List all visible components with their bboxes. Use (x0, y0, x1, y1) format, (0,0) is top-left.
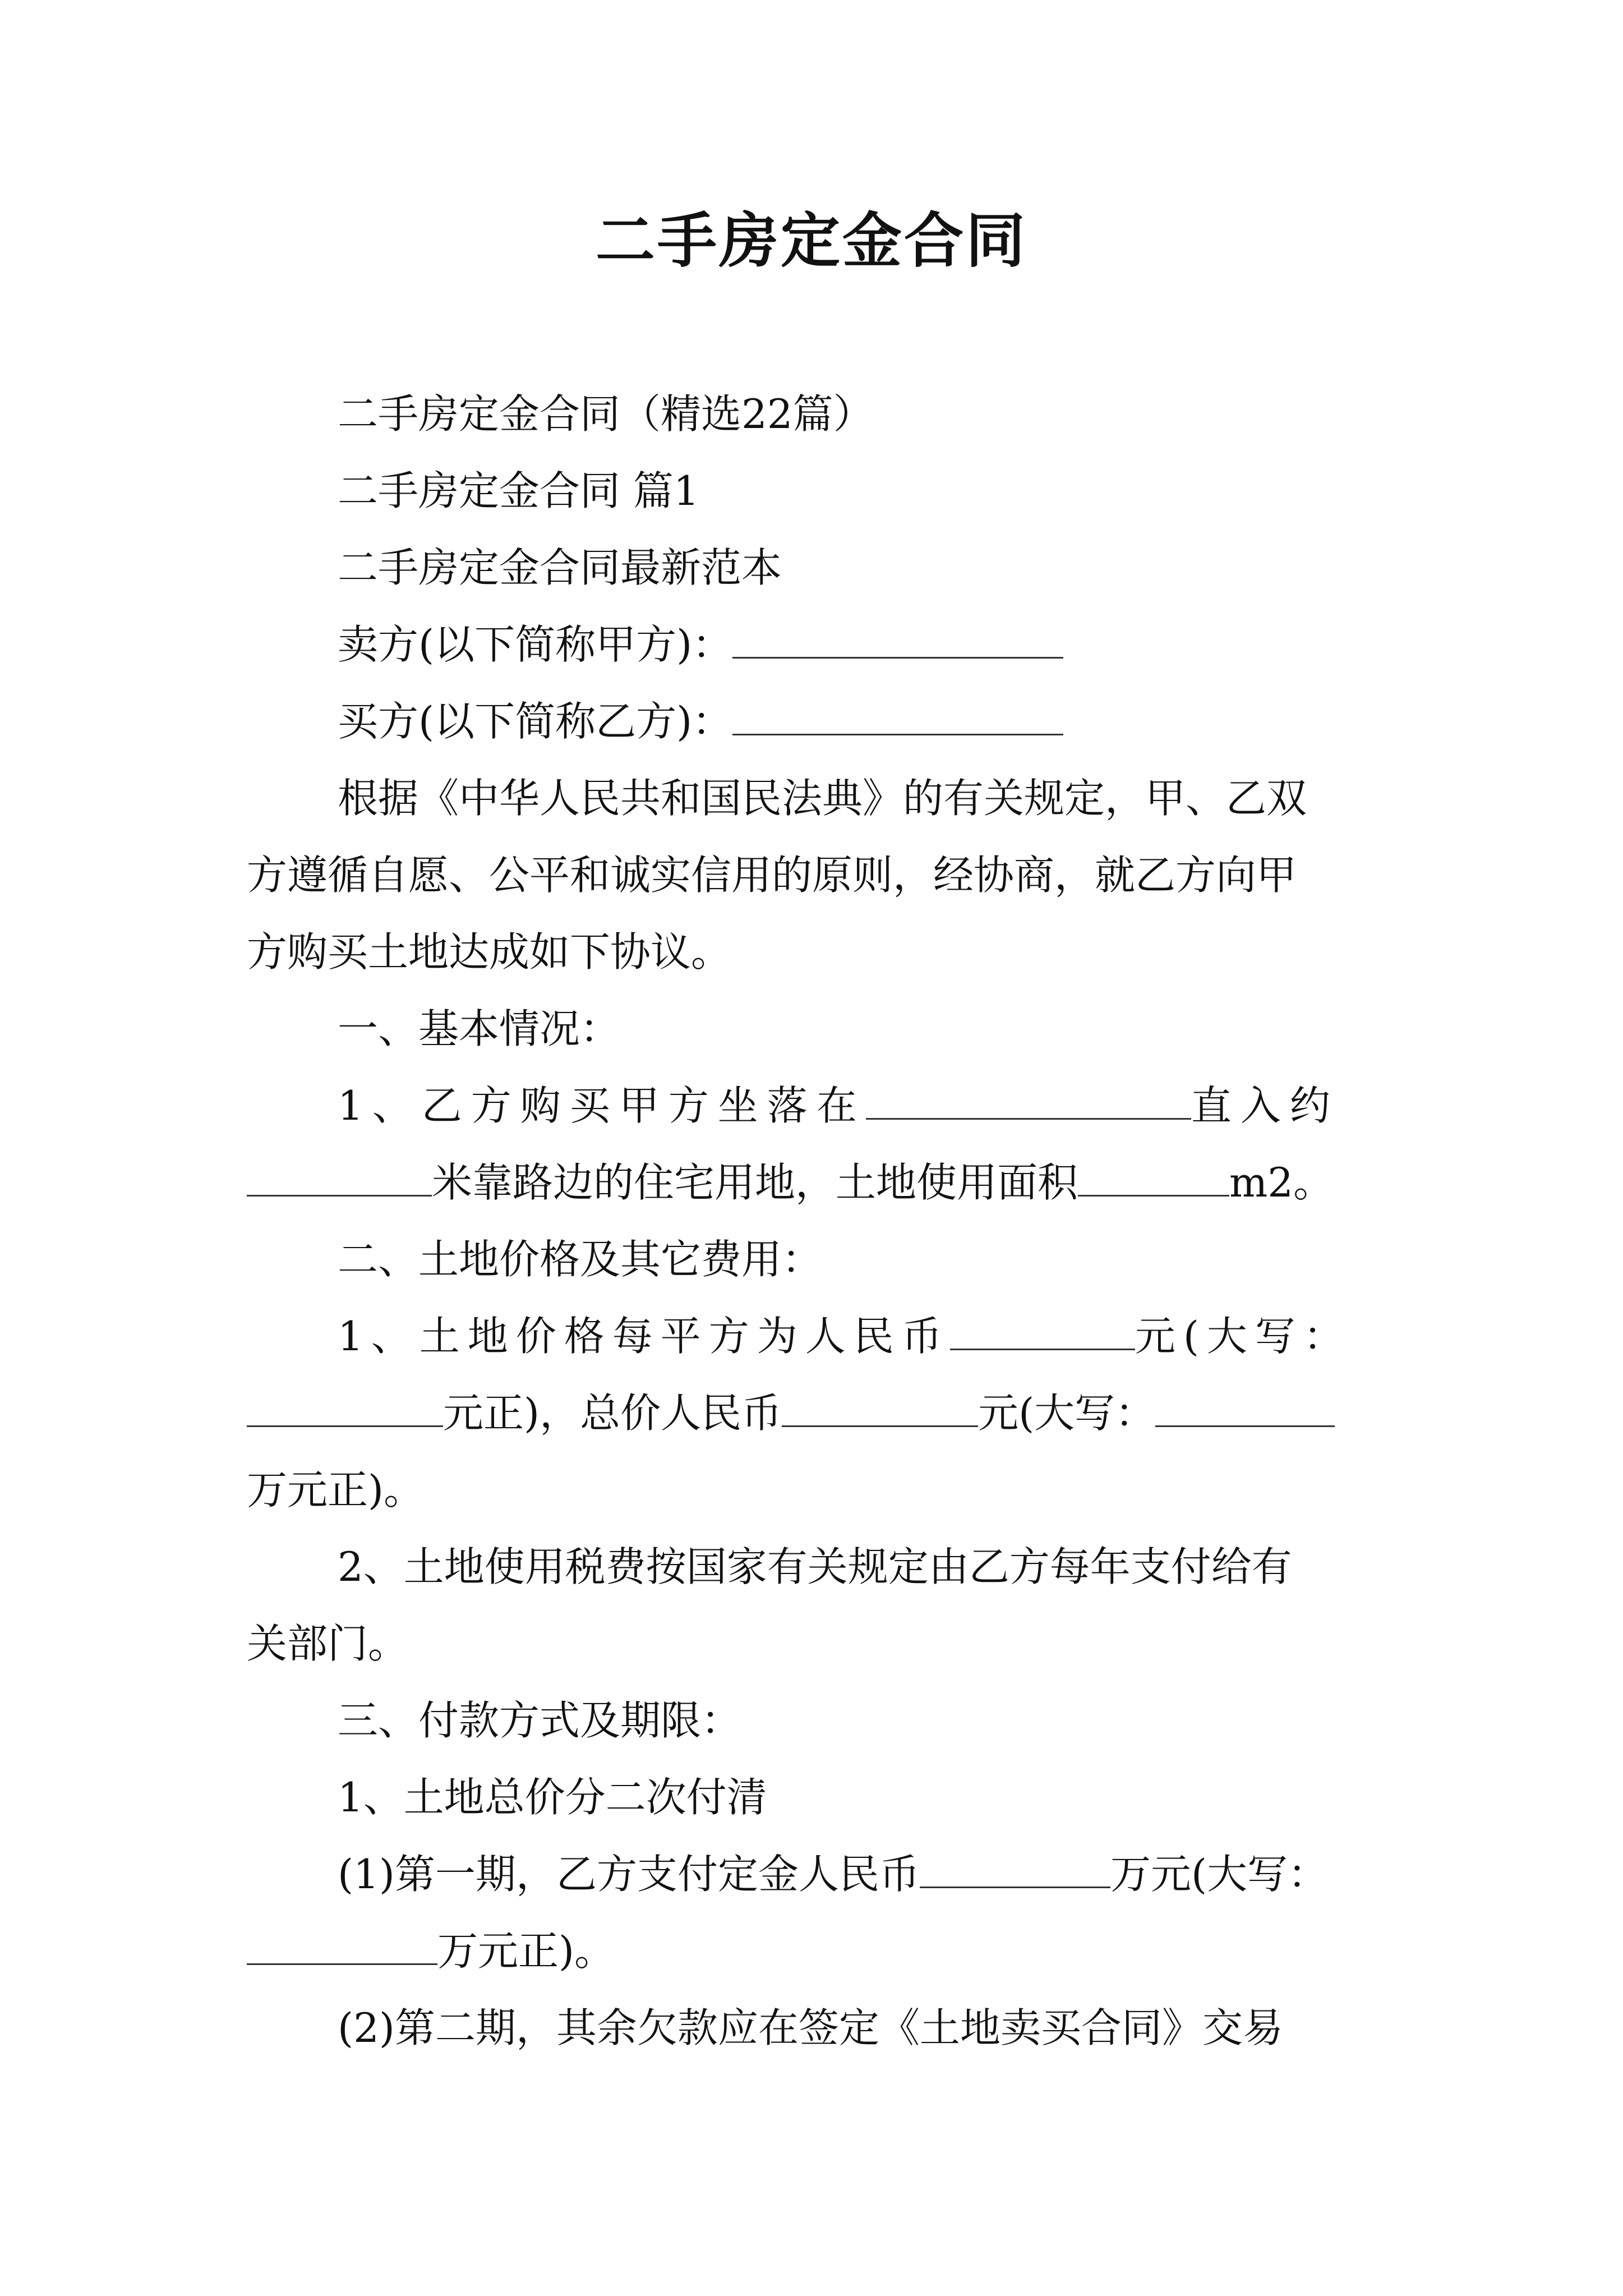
line-text: 直入约 (1191, 1082, 1339, 1129)
seller-label: 卖方(以下简称甲方)： (338, 621, 733, 668)
fill-blank (247, 1930, 437, 1965)
paragraph-line (247, 1836, 1380, 1913)
paragraph-line: 二手房定金合同（精选22篇） (338, 390, 874, 438)
fill-blank (920, 1853, 1110, 1888)
line-text: 元(大写： (1135, 1313, 1352, 1360)
paragraph-line (247, 1375, 1380, 1452)
paragraph-line: 方遵循自愿、公平和诚实信用的原则，经协商，就乙方向甲 (247, 852, 1297, 899)
line-text: (1)第一期，乙方支付定金人民币 (338, 1851, 920, 1898)
paragraph-line (247, 1913, 1380, 1990)
paragraph-line: 方购买土地达成如下协议。 (247, 928, 732, 976)
paragraph-line: 根据《中华人民共和国民法典》的有关规定，甲、乙双 (338, 775, 1307, 822)
paragraph-line: 2、土地使用税费按国家有关规定由乙方每年支付给有 (338, 1543, 1292, 1590)
seller-line (247, 606, 1380, 683)
fill-blank (247, 1161, 432, 1197)
paragraph-line: (2)第二期，其余欠款应在签定《土地卖买合同》交易 (338, 2004, 1283, 2051)
line-text: 万元正)。 (437, 1927, 615, 1975)
paragraph-line (247, 1144, 1380, 1221)
paragraph-line (247, 1068, 1380, 1144)
document-title: 二手房定金合同 (596, 206, 1027, 275)
fill-blank (950, 1315, 1135, 1350)
section-heading: 二、土地价格及其它费用： (338, 1236, 823, 1283)
fill-blank (866, 1084, 1191, 1120)
section-heading: 三、付款方式及期限： (338, 1697, 742, 1744)
line-text: m2。 (1229, 1159, 1334, 1206)
paragraph-line: 二手房定金合同最新范本 (338, 544, 782, 591)
paragraph-line: 万元正)。 (247, 1466, 425, 1513)
buyer-blank (732, 700, 1063, 735)
document-body (247, 376, 1380, 2067)
line-text: 米靠路边的住宅用地，土地使用面积 (432, 1159, 1078, 1206)
fill-blank (1155, 1392, 1335, 1427)
line-text: 万元(大写： (1110, 1851, 1329, 1898)
fill-blank (1078, 1161, 1229, 1197)
paragraph-line: 1、土地总价分二次付清 (338, 1774, 767, 1821)
seller-blank (732, 623, 1063, 659)
paragraph-line (247, 1298, 1380, 1375)
fill-blank (247, 1392, 443, 1427)
line-text: 元正)，总价人民币 (443, 1389, 782, 1437)
buyer-line (247, 683, 1380, 760)
paragraph-line: 关部门。 (247, 1620, 409, 1667)
line-text: 元(大写： (978, 1389, 1156, 1437)
line-text: 1、土地价格每平方为人民币 (338, 1313, 950, 1360)
buyer-label: 买方(以下简称乙方)： (338, 698, 733, 745)
fill-blank (782, 1392, 978, 1427)
paragraph-line: 二手房定金合同 篇1 (338, 467, 699, 514)
line-text: 1、乙方购买甲方坐落在 (338, 1082, 866, 1129)
section-heading: 一、基本情况： (338, 1005, 621, 1052)
